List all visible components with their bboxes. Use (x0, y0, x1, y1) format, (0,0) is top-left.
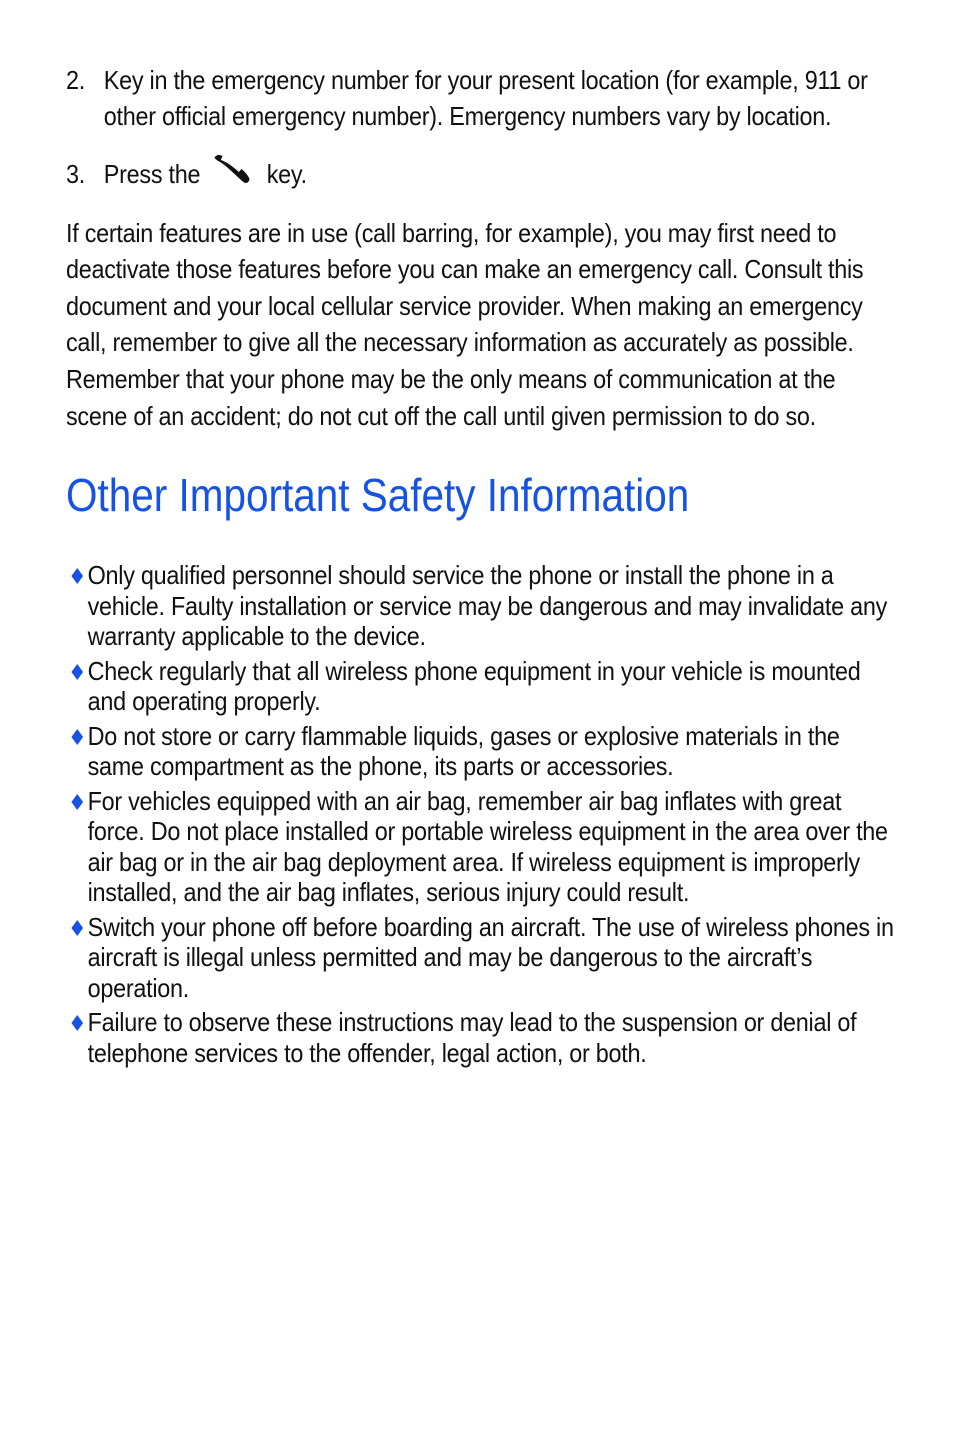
diamond-bullet-icon (71, 568, 83, 584)
bullet-text: For vehicles equipped with an air bag, remember air bag inflates with great force. Do not place installed or portable wireless equipment in the area over the air bag or in the air bag deployment area. If wireless equipment is improperly installed, and the air bag inflates, serious injury could result. (87, 785, 888, 908)
emergency-call-paragraph: If certain features are in use (call barring, for example), you may first need to deactivate those features before you can make an emergency call. Consult this document and your local cellular service provider. When making an emergency call, remember to give all the necessary information as accurately as possible. Remember that your phone may be the only means of communication at the scene of an accident; do not cut off the call until given permission to do so. (66, 217, 864, 431)
bullet-text: Check regularly that all wireless phone equipment in your vehicle is mounted and operating properly. (87, 655, 861, 717)
step-number: 3. (66, 159, 85, 189)
diamond-bullet-icon (71, 1015, 83, 1031)
diamond-bullet-icon (71, 920, 83, 936)
step-3 (66, 156, 914, 195)
diamond-bullet-icon (71, 729, 83, 745)
step-text: Key in the emergency number for your present location (for example, 911 or other official emergency number). Emergency numbers vary by location. (103, 65, 868, 131)
list-item (66, 1007, 898, 1068)
list-item (66, 786, 898, 908)
list-item (66, 912, 898, 1004)
bullet-text: Failure to observe these instructions may lead to the suspension or denial of telephone services to the offender, legal action, or both. (87, 1007, 857, 1068)
list-item (66, 656, 898, 717)
bullet-text: Only qualified personnel should service the phone or install the phone in a vehicle. Faulty installation or service may be dangerous and may invalidate any warranty applicable to the device. (87, 560, 888, 652)
document-page (66, 62, 894, 1072)
step-number: 2. (66, 65, 85, 95)
bullet-text: Switch your phone off before boarding an aircraft. The use of wireless phones in aircraft is illegal unless permitted and may be dangerous to the aircraft’s operation. (87, 911, 894, 1003)
step-text-before: Press the (103, 159, 201, 189)
bullet-text: Do not store or carry flammable liquids, gases or explosive materials in the same compartment as the phone, its parts or accessories. (87, 720, 840, 782)
send-call-key-icon (212, 152, 255, 195)
diamond-bullet-icon (71, 664, 83, 680)
step-text-after: key. (266, 159, 307, 189)
list-item (66, 560, 898, 652)
section-heading: Other Important Safety Information (66, 469, 690, 522)
list-item (66, 721, 898, 782)
step-2 (66, 62, 914, 134)
safety-bullet-list (66, 560, 894, 1068)
diamond-bullet-icon (71, 794, 83, 810)
